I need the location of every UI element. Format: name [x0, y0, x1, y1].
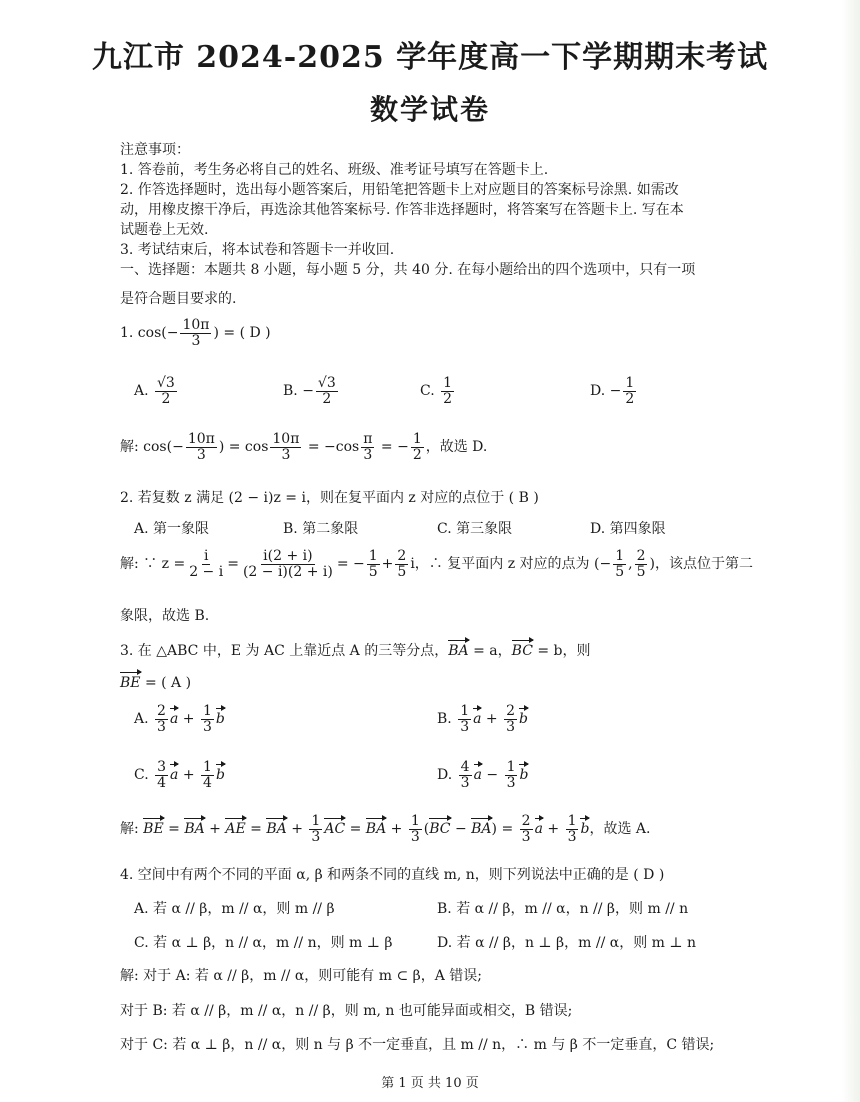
section-heading-line2: 是符合题目要求的. — [120, 291, 237, 307]
question-3-option-a: A. $\frac{2}{3}$ a + $\frac{1}{3}$ b — [134, 703, 225, 735]
question-2-option-a: A. 第一象限 — [134, 521, 210, 537]
notice-item-1: 1. 答卷前，考生务必将自己的姓名、班级、准考证号填写在答题卡上. — [120, 162, 549, 178]
question-1-option-c: C. $\frac{1}{2}$ — [420, 375, 453, 407]
question-3-option-c: C. $\frac{3}{4}$ a + $\frac{1}{4}$ b — [134, 759, 225, 791]
question-1-solution: 解: cos(− $\frac{10\pi}{3}$ ) = cos $\frac{10\pi}{3}$ = −cos $\frac{\pi}{3}$ = − $\frac{1}{2}$ ，故选 D. — [120, 431, 488, 463]
page-edge-shadow — [842, 0, 860, 1102]
question-2-option-d: D. 第四象限 — [590, 521, 666, 537]
notice-item-2a: 2. 作答选择题时，选出每小题答案后，用铅笔把答题卡上对应题目的答案标号涂黑. 如需改 — [120, 182, 679, 198]
question-4-option-a: A. 若 α // β，m // α，则 m // β — [134, 901, 335, 917]
question-4-option-d: D. 若 α // β，n ⊥ β，m // α，则 m ⊥ n — [437, 935, 697, 951]
question-2-solution: 解: ∵ z = $\frac{i}{2 - i}$ = $\frac{i(2 + i)}{(2 - i)(2 + i)}$ = − $\frac{1}{5}$ + $\frac{2}{5}$ i，∴ 复平面内 z 对应的点为 (− $\frac{1}{5}$ , $\frac{2}{5}$ )，该点位于第二 — [120, 548, 753, 580]
notice-heading: 注意事项： — [120, 142, 190, 158]
question-2-solution-line2: 象限，故选 B. — [120, 608, 210, 624]
notice-item-2b: 动，用橡皮擦干净后，再选涂其他答案标号. 作答非选择题时，将答案写在答题卡上. 写在本 — [120, 202, 684, 218]
section-heading-line1: 一、选择题：本题共 8 小题，每小题 5 分，共 40 分. 在每小题给出的四个选项中，只有一项 — [120, 262, 696, 278]
question-1-option-a: A. $\frac{√3}{2}$ — [134, 375, 175, 407]
question-4-solution-b: 对于 B: 若 α // β，m // α，n // β，则 m, n 也可能异面或相交，B 错误; — [120, 1003, 573, 1019]
question-3-option-d: D. $\frac{4}{3}$ a − $\frac{1}{3}$ b — [437, 759, 529, 791]
question-1-option-b: B. − $\frac{√3}{2}$ — [283, 375, 336, 407]
question-3-option-b: B. $\frac{1}{3}$ a + $\frac{2}{3}$ b — [437, 703, 529, 735]
notice-item-3: 3. 考试结束后，将本试卷和答题卡一并收回. — [120, 242, 395, 258]
question-1-option-d: D. − $\frac{1}{2}$ — [590, 375, 635, 407]
question-2-option-b: B. 第二象限 — [283, 521, 359, 537]
page-footer: 第 1 页 共 10 页 — [381, 1076, 479, 1091]
notice-item-2c: 试题卷上无效. — [120, 222, 209, 238]
question-4-stem: 4. 空间中有两个不同的平面 α, β 和两条不同的直线 m, n，则下列说法中正确的是 ( D ) — [120, 867, 665, 883]
question-2-option-c: C. 第三象限 — [437, 521, 513, 537]
exam-subtitle: 数学试卷 — [369, 93, 490, 126]
question-3-stem: 3. 在 △ABC 中，E 为 AC 上靠近点 A 的三等分点，BA = a，BC = b，则 — [120, 643, 591, 659]
question-2-stem: 2. 若复数 z 满足 (2 − i)z = i，则在复平面内 z 对应的点位于 ( B ) — [120, 490, 539, 506]
question-4-option-c: C. 若 α ⊥ β，n // α，m // n，则 m ⊥ β — [134, 935, 393, 951]
question-4-solution-c: 对于 C: 若 α ⊥ β，n // α，则 n 与 β 不一定垂直，且 m // n，∴ m 与 β 不一定垂直，C 错误; — [120, 1037, 715, 1053]
question-1-stem: 1. cos(− $\frac{10\pi}{3}$ ) = ( D ) — [120, 317, 271, 349]
question-3-solution: 解: BE = BA + AE = BA + $\frac{1}{3}$ AC = BA + $\frac{1}{3}$ (BC − BA) = $\frac{2}{3}$ a + $\frac{1}{3}$ b，故选 A. — [120, 813, 651, 845]
question-4-solution-a: 解: 对于 A: 若 α // β，m // α，则可能有 m ⊂ β，A 错误; — [120, 968, 483, 984]
exam-title: 九江市 2024-2025 学年度高一下学期期末考试 — [91, 40, 769, 75]
question-4-option-b: B. 若 α // β，m // α，n // β，则 m // n — [437, 901, 689, 917]
question-3-stem-line2: BE = ( A ) — [120, 675, 192, 691]
